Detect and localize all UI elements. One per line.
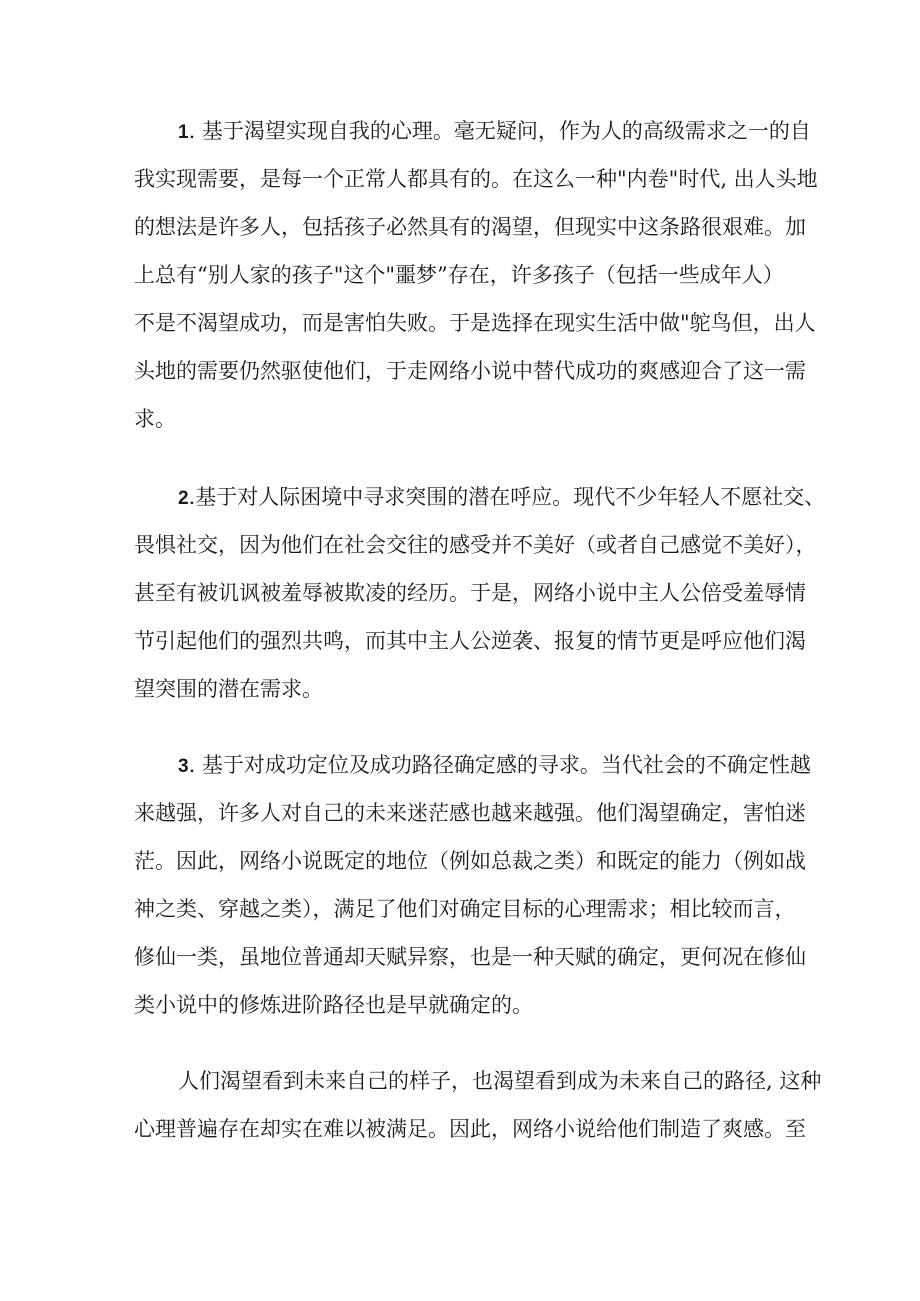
paragraph-2-line-3: 甚至有被讥讽被羞辱被欺凌的经历。于是，网络小说中主人公倍受羞辱情	[134, 581, 806, 605]
paragraph-3-line-2: 来越强，许多人对自己的未来迷茫感也越来越强。他们渴望确定，害怕迷	[134, 801, 806, 825]
paragraph-2-line-4: 节引起他们的强烈共鸣，而其中主人公逆袭、报复的情节更是呼应他们渴	[134, 629, 806, 653]
paragraph-3-line-5: 修仙一类，虽地位普通却天赋异察，也是一种天赋的确定，更何况在修仙	[134, 945, 806, 969]
paragraph-1-line-2: 我实现需要，是每一个正常人都具有的。在这么一种"内卷"时代, 出人头地	[134, 167, 818, 191]
paragraph-1-line-5: 不是不渴望成功，而是害怕失败。于是选择在现实生活中做"鸵鸟但，出人	[134, 311, 816, 335]
paragraph-1-line-6: 头地的需要仍然驱使他们，于走网络小说中替代成功的爽感迎合了这一需	[134, 359, 806, 383]
paragraph-1-line-3: 的想法是许多人，包括孩子必然具有的渴望，但现实中这条路很艰难。加	[134, 215, 806, 239]
paragraph-4-line-1: 人们渴望看到未来自己的样子，也渴望看到成为未来自己的路径, 这种	[178, 1069, 822, 1093]
paragraph-1-line-7: 求。	[134, 407, 176, 431]
paragraph-3-line-4: 神之类、穿越之类），满足了他们对确定目标的心理需求；相比较而言，	[134, 897, 796, 921]
paragraph-3-line-1: 3. 基于对成功定位及成功路径确定感的寻求。当代社会的不确定性越	[178, 753, 811, 777]
paragraph-3-line-3: 茫。因此，网络小说既定的地位（例如总裁之类）和既定的能力（例如战	[134, 849, 806, 873]
paragraph-3-number: 3	[178, 756, 189, 777]
paragraph-2-number: 2	[178, 488, 189, 509]
paragraph-1-line-1: 1. 基于渴望实现自我的心理。毫无疑问，作为人的高级需求之一的自	[178, 119, 811, 143]
paragraph-1-number: 1	[178, 122, 189, 143]
paragraph-2-line-5: 望突围的潜在需求。	[134, 677, 323, 701]
paragraph-2-line-2: 畏惧社交，因为他们在社会交往的感受并不美好（或者自己感觉不美好），	[134, 533, 817, 557]
paragraph-2-line-1: 2.基于对人际困境中寻求突围的潜在呼应。现代不少年轻人不愿社交、	[178, 485, 826, 509]
paragraph-3-line-6: 类小说中的修炼进阶路径也是早就确定的。	[134, 993, 533, 1017]
paragraph-4-line-2: 心理普遍存在却实在难以被满足。因此，网络小说给他们制造了爽感。至	[134, 1117, 806, 1141]
paragraph-1-line-4: 上总有“别人家的孩子"这个"噩梦”存在，许多孩子（包括一些成年人）	[134, 263, 784, 287]
